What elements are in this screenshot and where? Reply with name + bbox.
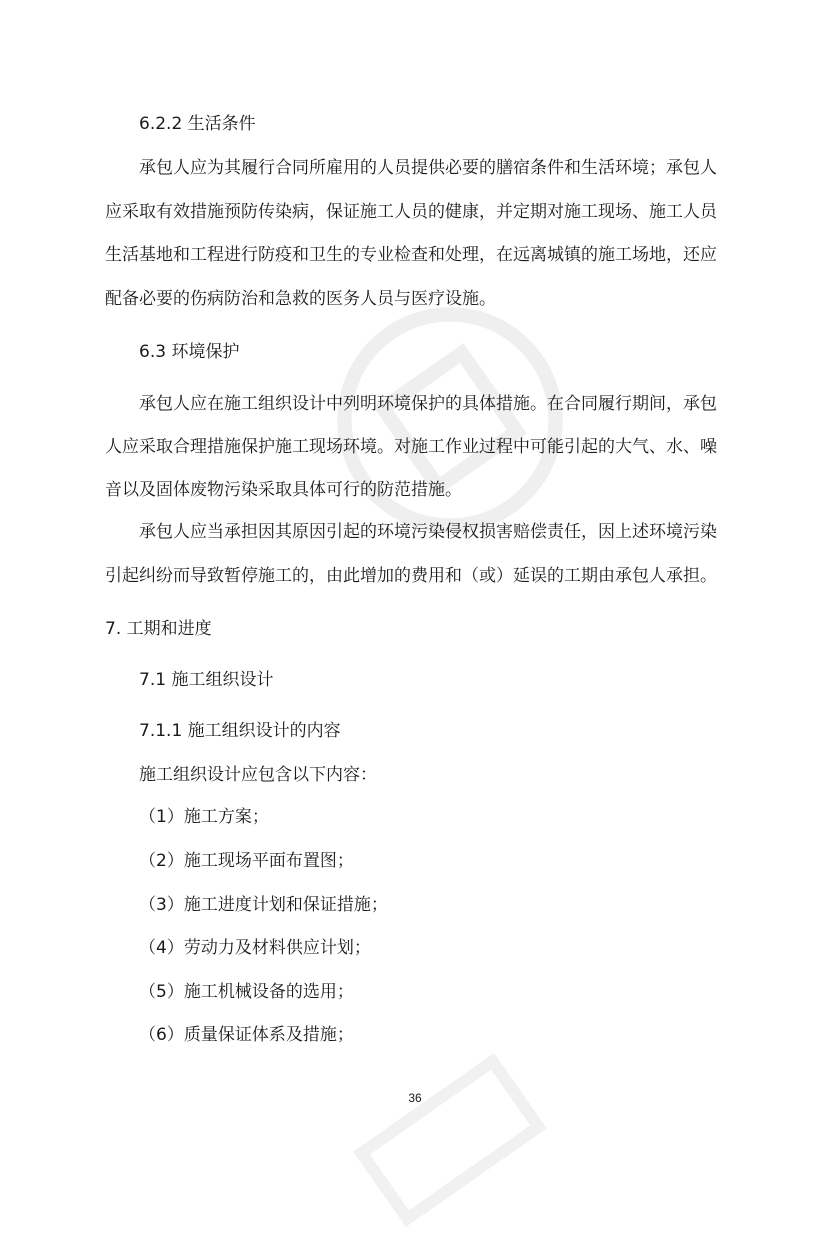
paragraph-line: 应采取有效措施预防传染病，保证施工人员的健康，并定期对施工现场、施工人员 (105, 202, 717, 222)
section-heading-7-1: 7.1 施工组织设计 (139, 670, 274, 690)
section-heading-7: 7. 工期和进度 (105, 619, 212, 639)
list-item: （6）质量保证体系及措施； (139, 1025, 354, 1045)
list-item: （2）施工现场平面布置图； (139, 851, 354, 871)
paragraph-line: 引起纠纷而导致暂停施工的，由此增加的费用和（或）延误的工期由承包人承担。 (105, 566, 717, 586)
list-item: （5）施工机械设备的选用； (139, 982, 354, 1002)
paragraph-line: 承包人应当承担因其原因引起的环境污染侵权损害赔偿责任，因上述环境污染 (139, 522, 717, 542)
paragraph-line: 承包人应为其履行合同所雇用的人员提供必要的膳宿条件和生活环境；承包人 (139, 158, 717, 178)
paragraph-line: 音以及固体废物污染采取具体可行的防范措施。 (105, 480, 462, 500)
paragraph-line: 承包人应在施工组织设计中列明环境保护的具体措施。在合同履行期间，承包 (139, 394, 717, 414)
paragraph-line: 人应采取合理措施保护施工现场环境。对施工作业过程中可能引起的大气、水、噪 (105, 437, 717, 457)
page-number: 36 (408, 1091, 422, 1105)
section-heading-6-3: 6.3 环境保护 (139, 342, 240, 362)
list-item: （3）施工进度计划和保证措施； (139, 895, 388, 915)
list-item: （1）施工方案； (139, 807, 269, 827)
paragraph-line: 配备必要的伤病防治和急救的医务人员与医疗设施。 (105, 289, 496, 309)
watermark-logo-bottom (334, 1033, 567, 1246)
section-heading-7-1-1: 7.1.1 施工组织设计的内容 (139, 721, 341, 741)
list-intro: 施工组织设计应包含以下内容： (139, 765, 377, 785)
section-heading-6-2-2: 6.2.2 生活条件 (139, 114, 256, 134)
paragraph-line: 生活基地和工程进行防疫和卫生的专业检查和处理，在远离城镇的施工场地，还应 (105, 245, 717, 265)
list-item: （4）劳动力及材料供应计划； (139, 938, 371, 958)
